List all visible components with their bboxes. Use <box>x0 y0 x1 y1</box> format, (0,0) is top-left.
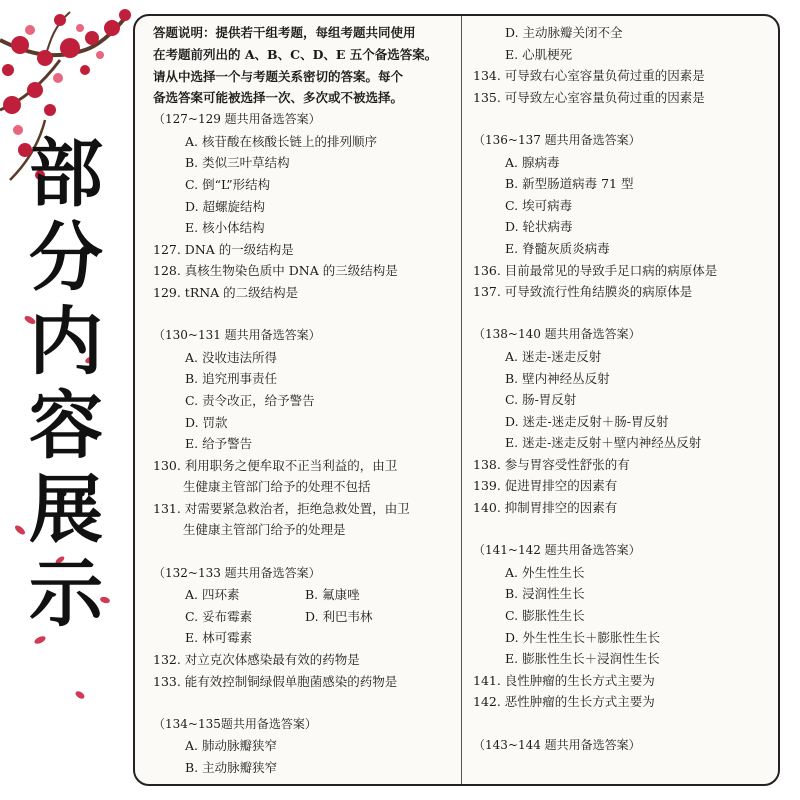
group-header: （127~129 题共用备选答案） <box>153 112 321 127</box>
answer-option: B. 类似三叶草结构 <box>185 155 290 171</box>
right-column <box>473 22 773 756</box>
instructions-line: 答题说明：提供若干组考题，每组考题共同使用 <box>153 25 416 40</box>
question: 139. 促进胃排空的因素有 <box>473 478 618 494</box>
side-title-char: 部 <box>29 131 103 217</box>
answer-option: E. 膨胀性生长＋浸润性生长 <box>505 651 660 667</box>
answer-option: B. 浸润性生长 <box>505 586 585 602</box>
column-divider <box>461 16 462 784</box>
question: 129. tRNA 的二级结构是 <box>153 284 299 300</box>
answer-option: A. 核苷酸在核酸长链上的排列顺序 <box>185 133 377 149</box>
question: 133. 能有效控制铜绿假单胞菌感染的药物是 <box>153 673 398 689</box>
side-title-char: 展 <box>29 467 103 553</box>
answer-option: D. 利巴韦林 <box>305 608 373 624</box>
question: 138. 参与胃容受性舒张的有 <box>473 456 630 472</box>
group-header: （136~137 题共用备选答案） <box>473 132 641 147</box>
side-title-char: 示 <box>29 551 103 637</box>
answer-option: C. 倒“L”形结构 <box>185 176 271 192</box>
answer-option: D. 罚款 <box>185 414 228 430</box>
question: 136. 目前最常见的导致手足口病的病原体是 <box>473 262 718 278</box>
answer-option: A. 迷走-迷走反射 <box>505 348 602 364</box>
question: 137. 可导致流行性角结膜炎的病原体是 <box>473 284 693 300</box>
answer-option: D. 轮状病毒 <box>505 219 573 235</box>
answer-option: D. 迷走-迷走反射＋肠-胃反射 <box>505 413 669 429</box>
answer-option: E. 核小体结构 <box>185 220 265 236</box>
answer-option: E. 给予警告 <box>185 436 253 452</box>
instructions-line: 备选答案可能被选择一次、多次或不被选择。 <box>153 90 404 106</box>
question: 131. 对需要紧急救治者，拒绝急救处置，由卫 <box>153 500 410 516</box>
answer-option: D. 外生性生长＋膨胀性生长 <box>505 629 661 645</box>
group-header: （143~144 题共用备选答案） <box>473 737 641 752</box>
answer-option: D. 主动脉瓣关闭不全 <box>505 25 623 40</box>
question: 132. 对立克次体感染最有效的药物是 <box>153 652 360 668</box>
group-header: （141~142 题共用备选答案） <box>473 543 641 558</box>
question-continued: 生健康主管部门给予的处理是 <box>183 522 346 538</box>
answer-option: A. 没收违法所得 <box>185 349 277 365</box>
question: 127. DNA 的一级结构是 <box>153 241 294 257</box>
group-header: （132~133 题共用备选答案） <box>153 565 321 580</box>
answer-option-row <box>153 606 459 628</box>
side-title-char: 分 <box>29 215 103 301</box>
instructions-line: 请从中选择一个与考题关系密切的答案。每个 <box>153 68 404 84</box>
answer-option: B. 壁内神经丛反射 <box>505 370 610 386</box>
left-column <box>153 22 459 779</box>
answer-option: B. 新型肠道病毒 71 型 <box>505 176 634 192</box>
question: 130. 利用职务之便牟取不正当利益的，由卫 <box>153 457 398 473</box>
question: 134. 可导致右心室容量负荷过重的因素是 <box>473 68 705 84</box>
answer-option-row <box>153 584 459 606</box>
group-header: （138~140 题共用备选答案） <box>473 327 641 342</box>
question: 128. 真核生物染色质中 DNA 的三级结构是 <box>153 263 398 279</box>
answer-option: B. 氟康唑 <box>305 587 360 603</box>
answer-option: E. 迷走-迷走反射＋壁内神经丛反射 <box>505 435 702 451</box>
side-title <box>18 132 114 636</box>
answer-option: B. 主动脉瓣狭窄 <box>185 760 278 775</box>
question: 135. 可导致左心室容量负荷过重的因素是 <box>473 89 705 105</box>
answer-option: C. 肠-胃反射 <box>505 392 577 408</box>
answer-option: C. 妥布霉素 <box>185 608 253 624</box>
answer-option: A. 四环素 <box>185 587 240 603</box>
answer-option: C. 责令改正，给予警告 <box>185 392 315 408</box>
question: 140. 抑制胃排空的因素有 <box>473 500 618 516</box>
instructions-line: 在考题前列出的 A、B、C、D、E 五个备选答案。 <box>153 46 438 62</box>
answer-option: C. 膨胀性生长 <box>505 608 585 624</box>
answer-option: B. 追究刑事责任 <box>185 371 278 387</box>
question-continued: 生健康主管部门给予的处理不包括 <box>183 479 371 495</box>
group-header: （134~135题共用备选答案） <box>153 716 317 731</box>
answer-option: E. 脊髓灰质炎病毒 <box>505 240 610 256</box>
question: 142. 恶性肿瘤的生长方式主要为 <box>473 694 655 710</box>
question: 141. 良性肿瘤的生长方式主要为 <box>473 672 655 688</box>
answer-option: E. 心肌梗死 <box>505 46 573 62</box>
book-page-sample <box>133 14 780 786</box>
side-title-char: 容 <box>29 383 103 469</box>
answer-option: A. 腺病毒 <box>505 154 560 170</box>
answer-option: D. 超螺旋结构 <box>185 198 266 214</box>
side-title-char: 内 <box>29 299 103 385</box>
answer-option: C. 埃可病毒 <box>505 197 573 213</box>
answer-option: A. 肺动脉瓣狭窄 <box>185 738 277 754</box>
answer-option: A. 外生性生长 <box>505 564 585 580</box>
answer-option: E. 林可霉素 <box>185 630 253 646</box>
group-header: （130~131 题共用备选答案） <box>153 328 321 343</box>
